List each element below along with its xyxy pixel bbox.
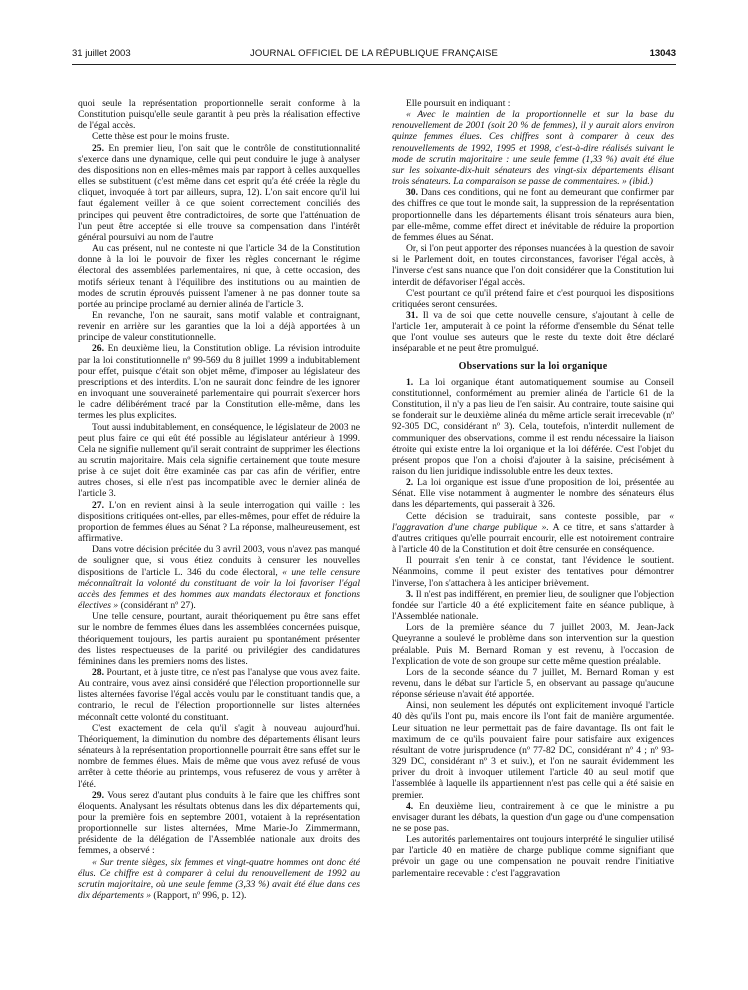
quotation: « Sur trente sièges, six femmes et vingt-quatre hommes ont donc été élus. Ce chiffre est à comparer à celui du renouvellement de 1992 au scrutin majoritaire, où une seule femme (3,33 %) avait été élue dans ces dix départements » — [78, 856, 360, 902]
page-header — [72, 48, 676, 64]
numbered-paragraph — [78, 143, 360, 243]
paragraph: Lors de la seconde séance du 7 juillet, M. Bernard Roman y est revenu, dans le débat sur l'article 5, en observant au passage qu'aucune réponse sérieuse n'avait été apportée. — [392, 666, 674, 701]
paragraph-number: 29. — [92, 789, 104, 801]
quotation: « Avec le maintien de la proportionnelle et sur la base du renouvellement de 2001 (soit 20 % de femmes), il y aurait alors environ quinze femmes élues. Ces chiffres sont à comparer à ceux des renouvellements de 1992, 1995 et 1998, c'est-à-dire réalisés suivant le mode de scrutin majoritaire : une seule femme (1,33 %) avait été élue sur les soixante-dix-huit sénateurs des vingt-six départements élisant trois sénateurs. La comparaison se passe de commentaires. » (ibid.) — [392, 109, 674, 188]
paragraph: quoi seule la représentation proportionnelle serait conforme à la Constitution puisqu'elle seule garantit à peu près la réalisation effective de l'égal accès. — [78, 98, 360, 132]
numbered-paragraph — [78, 343, 360, 421]
numbered-paragraph — [78, 790, 360, 857]
paragraph: C'est pourtant ce qu'il prétend faire et c'est pourquoi les dispositions critiquées seront censurées. — [392, 287, 674, 310]
paragraph: C'est exactement de cela qu'il s'agit à nouveau aujourd'hui. Théoriquement, la diminution du nombre des départements élisant leurs sénateurs à la représentation proportionnelle pourrait être sans effet sur le nombre de femmes élues. Mais de même que vous avez refusé de vous arrêter à cette théorie au printemps, vous refuserez de vous y arrêter à l'été. — [78, 722, 360, 790]
paragraph-number: 2. — [406, 477, 414, 489]
paragraph-number: 3. — [406, 588, 414, 600]
paragraph: Or, si l'on peut apporter des réponses nuancées à la question de savoir si le Parlement doit, en toutes circonstances, favoriser l'égal accès, à l'inverse c'est sans nuance que l'on doit considérer que la Constitution lui interdit de défavoriser l'égal accès. — [392, 243, 674, 288]
paragraph-number: 1. — [406, 376, 414, 388]
paragraph-text: Il n'est pas indifférent, en premier lieu, de souligner que l'objection fondée sur l'article 40 a été explicitement faite en séance publique, à l'Assemblée nationale. — [392, 588, 674, 623]
paragraph: Tout aussi indubitablement, en conséquence, le législateur de 2003 ne peut plus faire ce qui eût été possible au législateur antérieur à 1999. Cela ne signifie nullement qu'il serait contraint de supprimer les élections au scrutin majoritaire. Mais cela signifie certainement que toute mesure prise à ce sujet doit être examinée cas par cas afin de vérifier, entre autres choses, si elle n'est pas incompatible avec le dernier alinéa de l'article 3. — [78, 421, 360, 500]
paragraph-text: (considérant nº 27). — [118, 600, 196, 612]
right-column — [392, 98, 674, 982]
numbered-paragraph — [78, 500, 360, 545]
numbered-paragraph — [392, 377, 674, 477]
paragraph-number: 31. — [406, 309, 418, 321]
paragraph-text: La loi organique est issue d'une proposition de loi, présentée au Sénat. Elle vise notamment à augmenter le nombre des sénateurs élus dans les départements, qui passerait à 326. — [392, 477, 674, 511]
paragraph-text: Dans votre décision précitée du 3 avril 2003, vous n'avez pas manqué de souligner que, si vous étiez conduits à censurer les nouvelles dispositions de l'article L. 346 du code électoral, — [78, 544, 360, 578]
paragraph-text: En deuxième lieu, contrairement à ce que le ministre a pu envisager durant les débats, la question d'un gage ou d'une compensation ne se pose pas. — [392, 800, 674, 834]
numbered-paragraph — [78, 667, 360, 723]
paragraph-text: En premier lieu, l'on sait que le contrôle de constitutionnalité s'exerce dans une dynamique, celle qui peut conduire le juge à analyser des dispositions non en elles-mêmes mais par rapport à celles auxquelles elles se substituent (c'est même dans cet esprit qu'a été créée la règle du cliquet, invoquée à tort par ailleurs, supra, 12). L'on sait encore qu'il lui faut également veiller à ce que soient correctement conciliés des principes qui peuvent être contradictoires, de sorte que l'atténuation de l'un peut être acceptée si elle trouve sa compensation dans l'intérêt général poursuivi au nom de l'autre — [78, 142, 360, 243]
page-number: 13043 — [649, 48, 676, 59]
paragraph: En revanche, l'on ne saurait, sans motif valable et contraignant, revenir en arrière sur les garanties que la loi a déjà apportées à un principe de valeur constitutionnelle. — [78, 309, 360, 344]
journal-title: JOURNAL OFFICIEL DE LA RÉPUBLIQUE FRANÇAISE — [249, 48, 499, 59]
paragraph — [78, 857, 360, 902]
paragraph: Les autorités parlementaires ont toujours interprété le singulier utilisé par l'article 40 en matière de charge publique comme signifiant que prévoir un gage ou une compensation ne pouvait rendre l'initiative parlementaire recevable : c'est l'aggravation — [392, 834, 674, 879]
numbered-paragraph — [392, 477, 674, 510]
paragraph-text: L'on en revient ainsi à la seule interrogation qui vaille : les dispositions critiquées ont-elles, par elles-mêmes, pour effet de réduire la proportion de femmes élues au Sénat ? La réponse, malheureusement, est affirmative. — [78, 499, 360, 545]
header-date: 31 juillet 2003 — [72, 48, 131, 59]
paragraph: Il pourrait s'en tenir à ce constat, tant l'évidence le soutient. Néanmoins, comme il peut exister des tentatives pour démontrer l'inverse, l'on s'attachera à les anticiper brièvement. — [392, 555, 674, 589]
paragraph-text: La loi organique étant automatiquement soumise au Conseil constitutionnel, conformément au premier alinéa de l'article 61 de la Constitution, il n'y a pas lieu de l'en saisir. Au contraire, toute saisine qui se fonderait sur le deuxième alinéa du même article serait irrecevable (nº 92-305 DC, considérant nº 3). Cela, toutefois, n'interdit nullement de communiquer des observations, comme il est rendu nécessaire la liaison étroite qui existe entre la loi organique et la loi déférée. C'est l'objet du présent propos que l'on a choisi d'ajouter à la saisine, précisément à raison du lien juridique indissoluble entre les deux textes. — [392, 376, 674, 477]
numbered-paragraph — [392, 801, 674, 834]
section-heading: Observations sur la loi organique — [458, 360, 608, 372]
paragraph — [392, 511, 674, 556]
paragraph-number: 27. — [92, 499, 104, 511]
numbered-paragraph — [392, 187, 674, 243]
quotation: « l'aggravation d'une charge publique ». — [392, 510, 674, 533]
paragraph: Elle poursuit en indiquant : — [406, 98, 511, 109]
header-rule — [72, 64, 676, 65]
paragraph-text: A ce titre, et sans s'attarder à d'autres critiques qu'elle pourrait encourir, elle est notoirement contraire à l'article 40 de la Constitution et doit être censurée en conséquence. — [392, 521, 674, 556]
left-column — [78, 98, 360, 982]
paragraph-number: 28. — [92, 666, 104, 678]
paragraph-text: Il va de soi que cette nouvelle censure, s'ajoutant à celle de l'article 1er, amputerait à ce point la réforme d'ensemble du Sénat telle que l'ont voulue ses auteurs que le reste du texte doit être déclaré inséparable et ne peut être promulgué. — [392, 309, 674, 355]
paragraph-text: Dans ces conditions, qui ne font au demeurant que confirmer par des chiffres ce que tout le monde sait, la suppression de la représentation proportionnelle dans les départements élisant trois sénateurs aura bien, par elle-même, comme effet direct et inévitable de réduire la proportion de femmes élues au Sénat. — [392, 187, 674, 243]
paragraph: Une telle censure, pourtant, aurait théoriquement pu être sans effet sur le nombre de femmes élues dans les assemblées concernées puisque, théoriquement toujours, les partis auraient pu spontanément présenter des listes respectueuses de la parité ou privilégier des candidatures féminines dans les premiers noms des listes. — [78, 611, 360, 667]
paragraph-number: 4. — [406, 800, 414, 812]
paragraph: Cette thèse est pour le moins fruste. — [92, 131, 230, 143]
paragraph-number: 25. — [92, 142, 104, 154]
paragraph: Ainsi, non seulement les députés ont explicitement invoqué l'article 40 dès qu'ils l'ont pu, mais encore ils l'ont fait de manière argumentée. Leur situation ne leur permettait pas de faire davantage. Ils ont fait le maximum de ce qu'ils pouvaient faire pour satisfaire aux exigences résultant de votre jurisprudence (nº 77-82 DC, considérant nº 4 ; nº 93-329 DC, considérant nº 3 et suiv.), et l'on ne saurait évidemment les priver du droit à invoquer utilement l'article 40 au seul motif que l'assemblée à laquelle ils appartiennent n'est pas celle qui a été saisie en premier. — [392, 700, 674, 801]
quotation: « une telle censure méconnaîtrait la volonté du constituant de voir la loi favoriser l'égal accès des femmes et des hommes aux mandats électoraux et fonctions électives » — [78, 566, 360, 612]
paragraph-text: Cette décision se traduirait, sans conteste possible, par — [406, 510, 670, 522]
paragraph — [78, 544, 360, 611]
paragraph-text: (Rapport, nº 996, p. 12). — [151, 890, 247, 902]
numbered-paragraph — [392, 589, 674, 622]
paragraph-number: 26. — [92, 343, 104, 355]
paragraph: Au cas présent, nul ne conteste ni que l'article 34 de la Constitution donne à la loi le pouvoir de fixer les règles concernant le régime électoral des assemblées parlementaires, ni que, à cette occasion, des motifs sérieux tenant à l'équilibre des institutions ou au maintien de modes de scrutin éprouvés puissent l'amener à ne pas donner toute sa portée au principe proclamé au dernier alinéa de l'article 3. — [78, 243, 360, 310]
paragraph-text: En deuxième lieu, la Constitution oblige. La révision introduite par la loi constitutionnelle nº 99-569 du 8 juillet 1999 a indubitablement pour effet, puisque c'était son objet même, d'imposer au législateur des prescriptions et des interdits. L'on ne saurait donc feindre de les ignorer en invoquant une souveraineté parlementaire qui pourrait s'exercer hors le cadre délibérément tracé par la Constitution elle-même, dans les termes les plus explicites. — [78, 343, 360, 422]
paragraph-text: Vous serez d'autant plus conduits à le faire que les chiffres sont éloquents. Analysant les résultats obtenus dans les dix départements qui, pour la première fois en septembre 2001, votaient à la représentation proportionnelle sur listes alternées, Mme Marie-Jo Zimmermann, présidente de la délégation de l'Assemblée nationale aux droits des femmes, a observé : — [78, 789, 360, 857]
paragraph-number: 30. — [406, 187, 418, 199]
paragraph-text: Pourtant, et à juste titre, ce n'est pas l'analyse que vous avez faite. Au contraire, vous avez ainsi considéré que l'élection proportionnelle sur listes alternées favorise l'égal accès voulu par le constituant tandis que, a contrario, le recul de l'élection proportionnelle sur listes alternées méconnaît cette volonté du constituant. — [78, 666, 360, 723]
paragraph: Lors de la première séance du 7 juillet 2003, M. Jean-Jack Queyranne a soulevé le problème dans son intervention sur la question préalable. Puis M. Bernard Roman y est revenu, à l'occasion de l'explication de vote de son groupe sur cette même question préalable. — [392, 622, 674, 667]
numbered-paragraph — [392, 310, 674, 355]
